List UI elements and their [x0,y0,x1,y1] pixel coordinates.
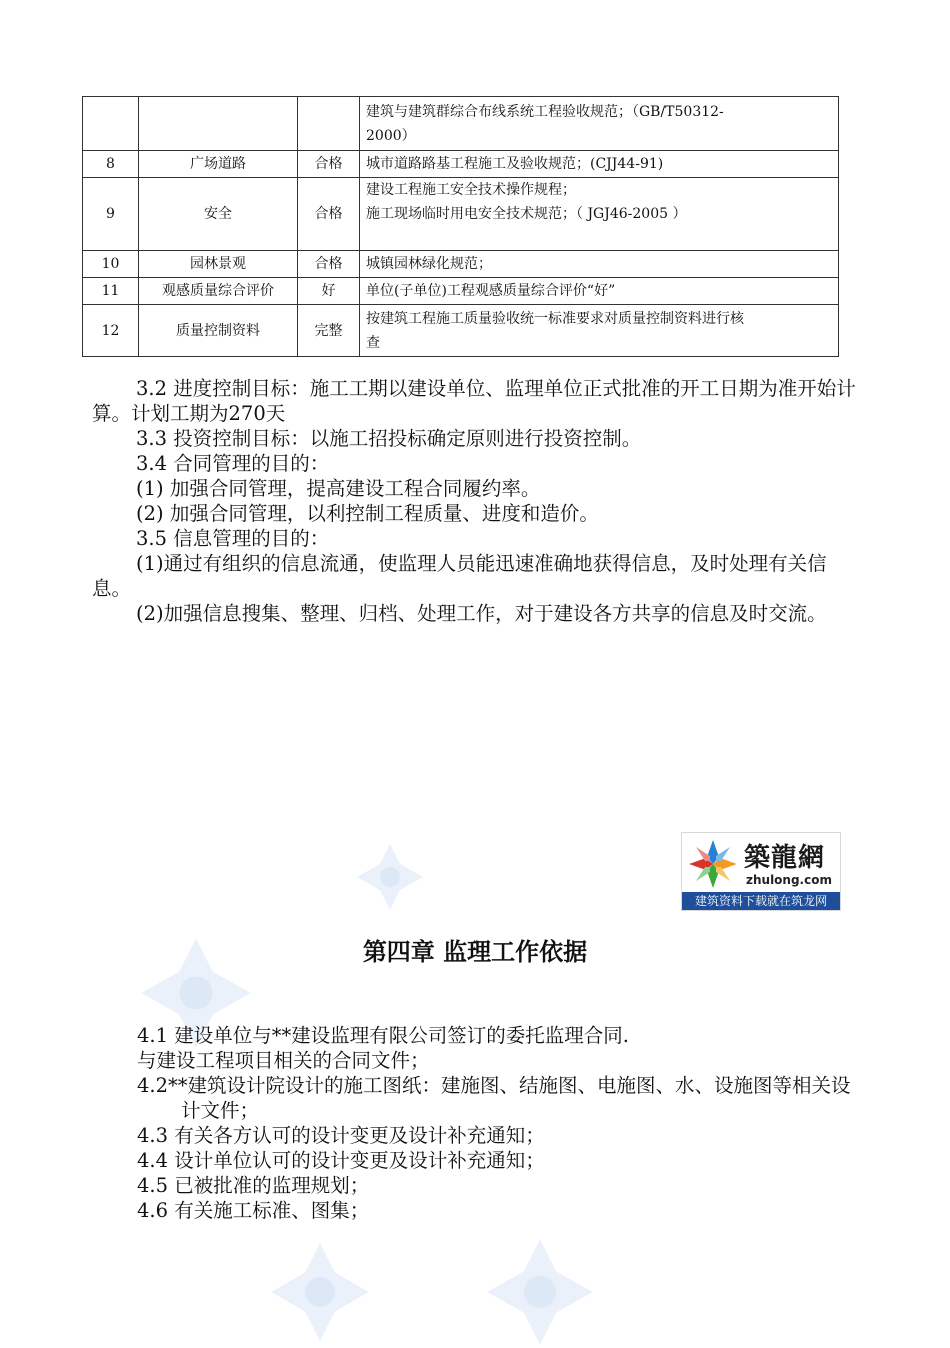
inspection-item: 广场道路 [139,151,298,178]
standard-line: 建设工程施工安全技术操作规程； [366,182,576,198]
table-row [83,305,839,357]
row-number: 8 [83,151,139,178]
row-number [83,97,139,151]
basis-item: 4.4 设计单位认可的设计变更及设计补充通知； [137,1149,545,1172]
standard-line: 2000） [366,127,416,144]
standard-line: 查 [366,334,380,351]
watermark-snowflake [484,1236,596,1348]
row-number: 10 [83,251,139,278]
standard-reference [360,251,839,278]
standard-line [366,226,832,250]
standard-line: 城市道路路基工程施工及验收规范；(CJJ44-91) [366,156,664,172]
inspection-result: 合格 [298,151,360,178]
investment-goal-paragraph: 3.3 投资控制目标：以施工招投标确定原则进行投资控制。 [136,427,642,450]
inspection-result: 完整 [298,305,360,357]
contract-mgmt-item-2: (2) 加强合同管理，以利控制工程质量、进度和造价。 [136,502,599,525]
watermark-snowflake [355,842,425,912]
standard-reference [360,97,839,151]
section-3-text [92,376,862,626]
table-row [83,151,839,178]
standard-line: 按建筑工程施工质量验收统一标准要求对质量控制资料进行核 [366,310,744,327]
table-row [83,97,839,151]
inspection-result: 合格 [298,178,360,251]
contract-mgmt-heading: 3.4 合同管理的目的： [136,452,330,475]
inspection-item: 园林景观 [139,251,298,278]
basis-item: 4.6 有关施工标准、图集； [137,1199,370,1222]
inspection-item: 安全 [139,178,298,251]
inspection-item: 观感质量综合评价 [139,278,298,305]
basis-item: 4.2**建筑设计院设计的施工图纸：建施图、结施图、电施图、水、设施图等相关设计文件； [137,1074,851,1122]
info-mgmt-item-2: (2)加强信息搜集、整理、归档、处理工作，对于建设各方共享的信息及时交流。 [136,602,827,625]
basis-item: 4.5 已被批准的监理规划； [137,1174,370,1197]
acceptance-spec-table [82,96,839,357]
standard-reference [360,278,839,305]
basis-item: 与建设工程项目相关的合同文件； [137,1049,430,1072]
inspection-item [139,97,298,151]
table-row [83,278,839,305]
table-row [83,251,839,278]
logo-domain: zhulong.com [746,873,832,887]
info-mgmt-item-1: (1)通过有组织的信息流通，使监理人员能迅速准确地获得信息，及时处理有关信息。 [92,552,827,600]
watermark-snowflake [268,1240,372,1344]
inspection-result [298,97,360,151]
row-number: 11 [83,278,139,305]
standard-line: 单位(子单位)工程观感质量综合评价“好” [366,283,616,299]
row-number: 9 [83,178,139,251]
standard-line: 施工现场临时用电安全技术规范；（ JGJ46-2005 ） [366,206,687,222]
standard-reference [360,305,839,357]
inspection-result: 合格 [298,251,360,278]
basis-item: 4.3 有关各方认可的设计变更及设计补充通知； [137,1124,545,1147]
contract-mgmt-item-1: (1) 加强合同管理，提高建设工程合同履约率。 [136,477,541,500]
standard-line: 建筑与建筑群综合布线系统工程验收规范；（GB/T50312- [366,103,724,120]
zhulong-logo [681,832,841,911]
info-mgmt-heading: 3.5 信息管理的目的： [136,527,330,550]
row-number: 12 [83,305,139,357]
chapter-4-list [137,1023,867,1223]
inspection-item: 质量控制资料 [139,305,298,357]
chapter-title: 第四章 监理工作依据 [362,938,588,966]
logo-title: 築龍網 [744,843,826,873]
standard-line: 城镇园林绿化规范； [366,256,492,272]
table-row [83,178,839,251]
logo-slogan: 建筑资料下载就在筑龙网 [682,892,840,910]
standard-reference [360,178,839,251]
basis-item: 4.1 建设单位与**建设监理有限公司签订的委托监理合同. [137,1024,629,1047]
logo-mark-icon [686,837,740,891]
standard-reference [360,151,839,178]
table-body [83,97,839,357]
inspection-result: 好 [298,278,360,305]
schedule-goal-paragraph: 3.2 进度控制目标：施工工期以建设单位、监理单位正式批准的开工日期为准开始计算。计划工期为270天 [92,377,856,425]
